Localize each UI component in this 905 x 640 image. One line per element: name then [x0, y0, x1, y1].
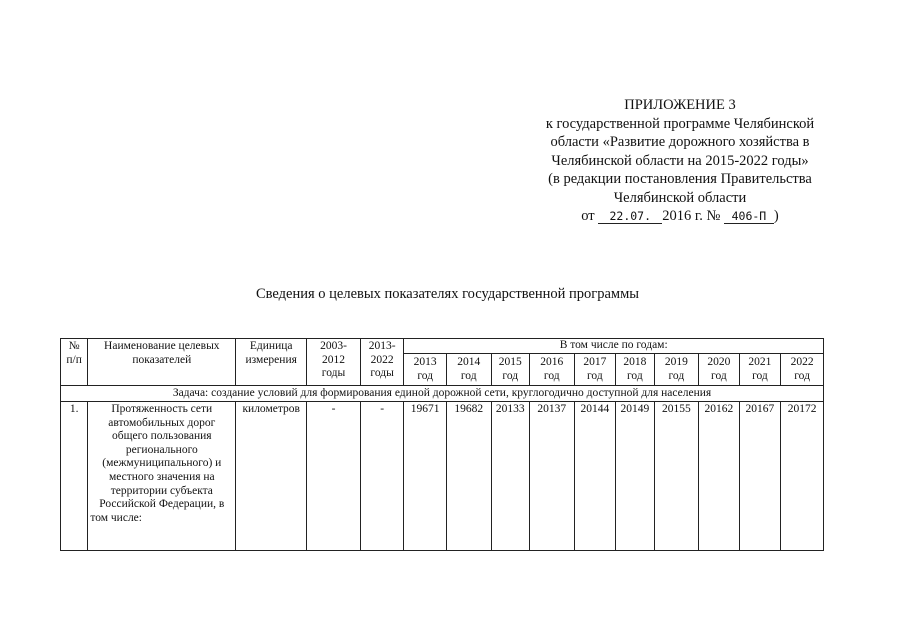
resolution-number: 406-П: [724, 209, 774, 224]
closing-paren: ): [773, 208, 779, 224]
header-period-2003-2012: 2003-2012 годы: [307, 339, 361, 386]
row-unit: километров: [236, 402, 307, 551]
row-value-2018: 20149: [616, 402, 654, 551]
header-period-2013-2022: 2013-2022 годы: [360, 339, 404, 386]
row-value-2021: 20167: [739, 402, 781, 551]
row-value-2013: 19671: [404, 402, 447, 551]
header-unit: Единица измерения: [236, 339, 307, 386]
row-period-2013-2022: -: [360, 402, 404, 551]
resolution-date: 22.07.: [598, 209, 662, 224]
header-name: Наименование целевых показателей: [88, 339, 236, 386]
header-year-2022: 2022 год: [781, 353, 824, 385]
header-year-2016: 2016 год: [530, 353, 575, 385]
resolution-year: 2016 г. №: [662, 208, 721, 224]
row-value-2016: 20137: [530, 402, 575, 551]
header-year-2015: 2015 год: [491, 353, 529, 385]
header-year-2019: 2019 год: [654, 353, 699, 385]
header-year-2014: 2014 год: [446, 353, 491, 385]
appendix-line: Челябинской области: [613, 189, 747, 206]
header-year-2020: 2020 год: [699, 353, 740, 385]
task-description: Задача: создание условий для формирования единой дорожной сети, круглогодично доступной для населения: [61, 385, 824, 402]
row-num: 1.: [61, 402, 88, 551]
task-row: [61, 385, 824, 402]
date-prefix: от: [581, 208, 595, 224]
header-row: [61, 339, 824, 354]
header-year-2018: 2018 год: [616, 353, 654, 385]
appendix-line: Челябинской области на 2015-2022 годы»: [551, 152, 809, 169]
appendix-line: к государственной программе Челябинской: [545, 115, 815, 132]
appendix-header: [520, 96, 840, 226]
row-period-2003-2012: -: [307, 402, 361, 551]
header-num: № п/п: [61, 339, 88, 386]
row-value-2015: 20133: [491, 402, 529, 551]
row-value-2019: 20155: [654, 402, 699, 551]
appendix-line: ПРИЛОЖЕНИЕ 3: [624, 97, 736, 113]
header-year-2017: 2017 год: [574, 353, 616, 385]
header-year-2013: 2013 год: [404, 353, 447, 385]
document-title-text: Сведения о целевых показателях государственной программы: [255, 286, 640, 302]
row-value-2014: 19682: [446, 402, 491, 551]
header-year-2021: 2021 год: [739, 353, 781, 385]
row-value-2020: 20162: [699, 402, 740, 551]
appendix-line: (в редакции постановления Правительства: [548, 171, 812, 187]
table-row: [61, 402, 824, 551]
row-value-2017: 20144: [574, 402, 616, 551]
document-title: [0, 286, 905, 303]
resolution-date-line: [520, 207, 840, 226]
row-value-2022: 20172: [781, 402, 824, 551]
header-by-years: В том числе по годам:: [404, 339, 824, 354]
indicators-table: [60, 338, 824, 551]
row-indicator-name: Протяженность сети автомобильных дорог общего пользования регионального (межмуниципального) и местного значения на территории субъекта Российской Федерации, в том числе:: [88, 402, 236, 551]
appendix-line: области «Развитие дорожного хозяйства в: [550, 134, 810, 150]
